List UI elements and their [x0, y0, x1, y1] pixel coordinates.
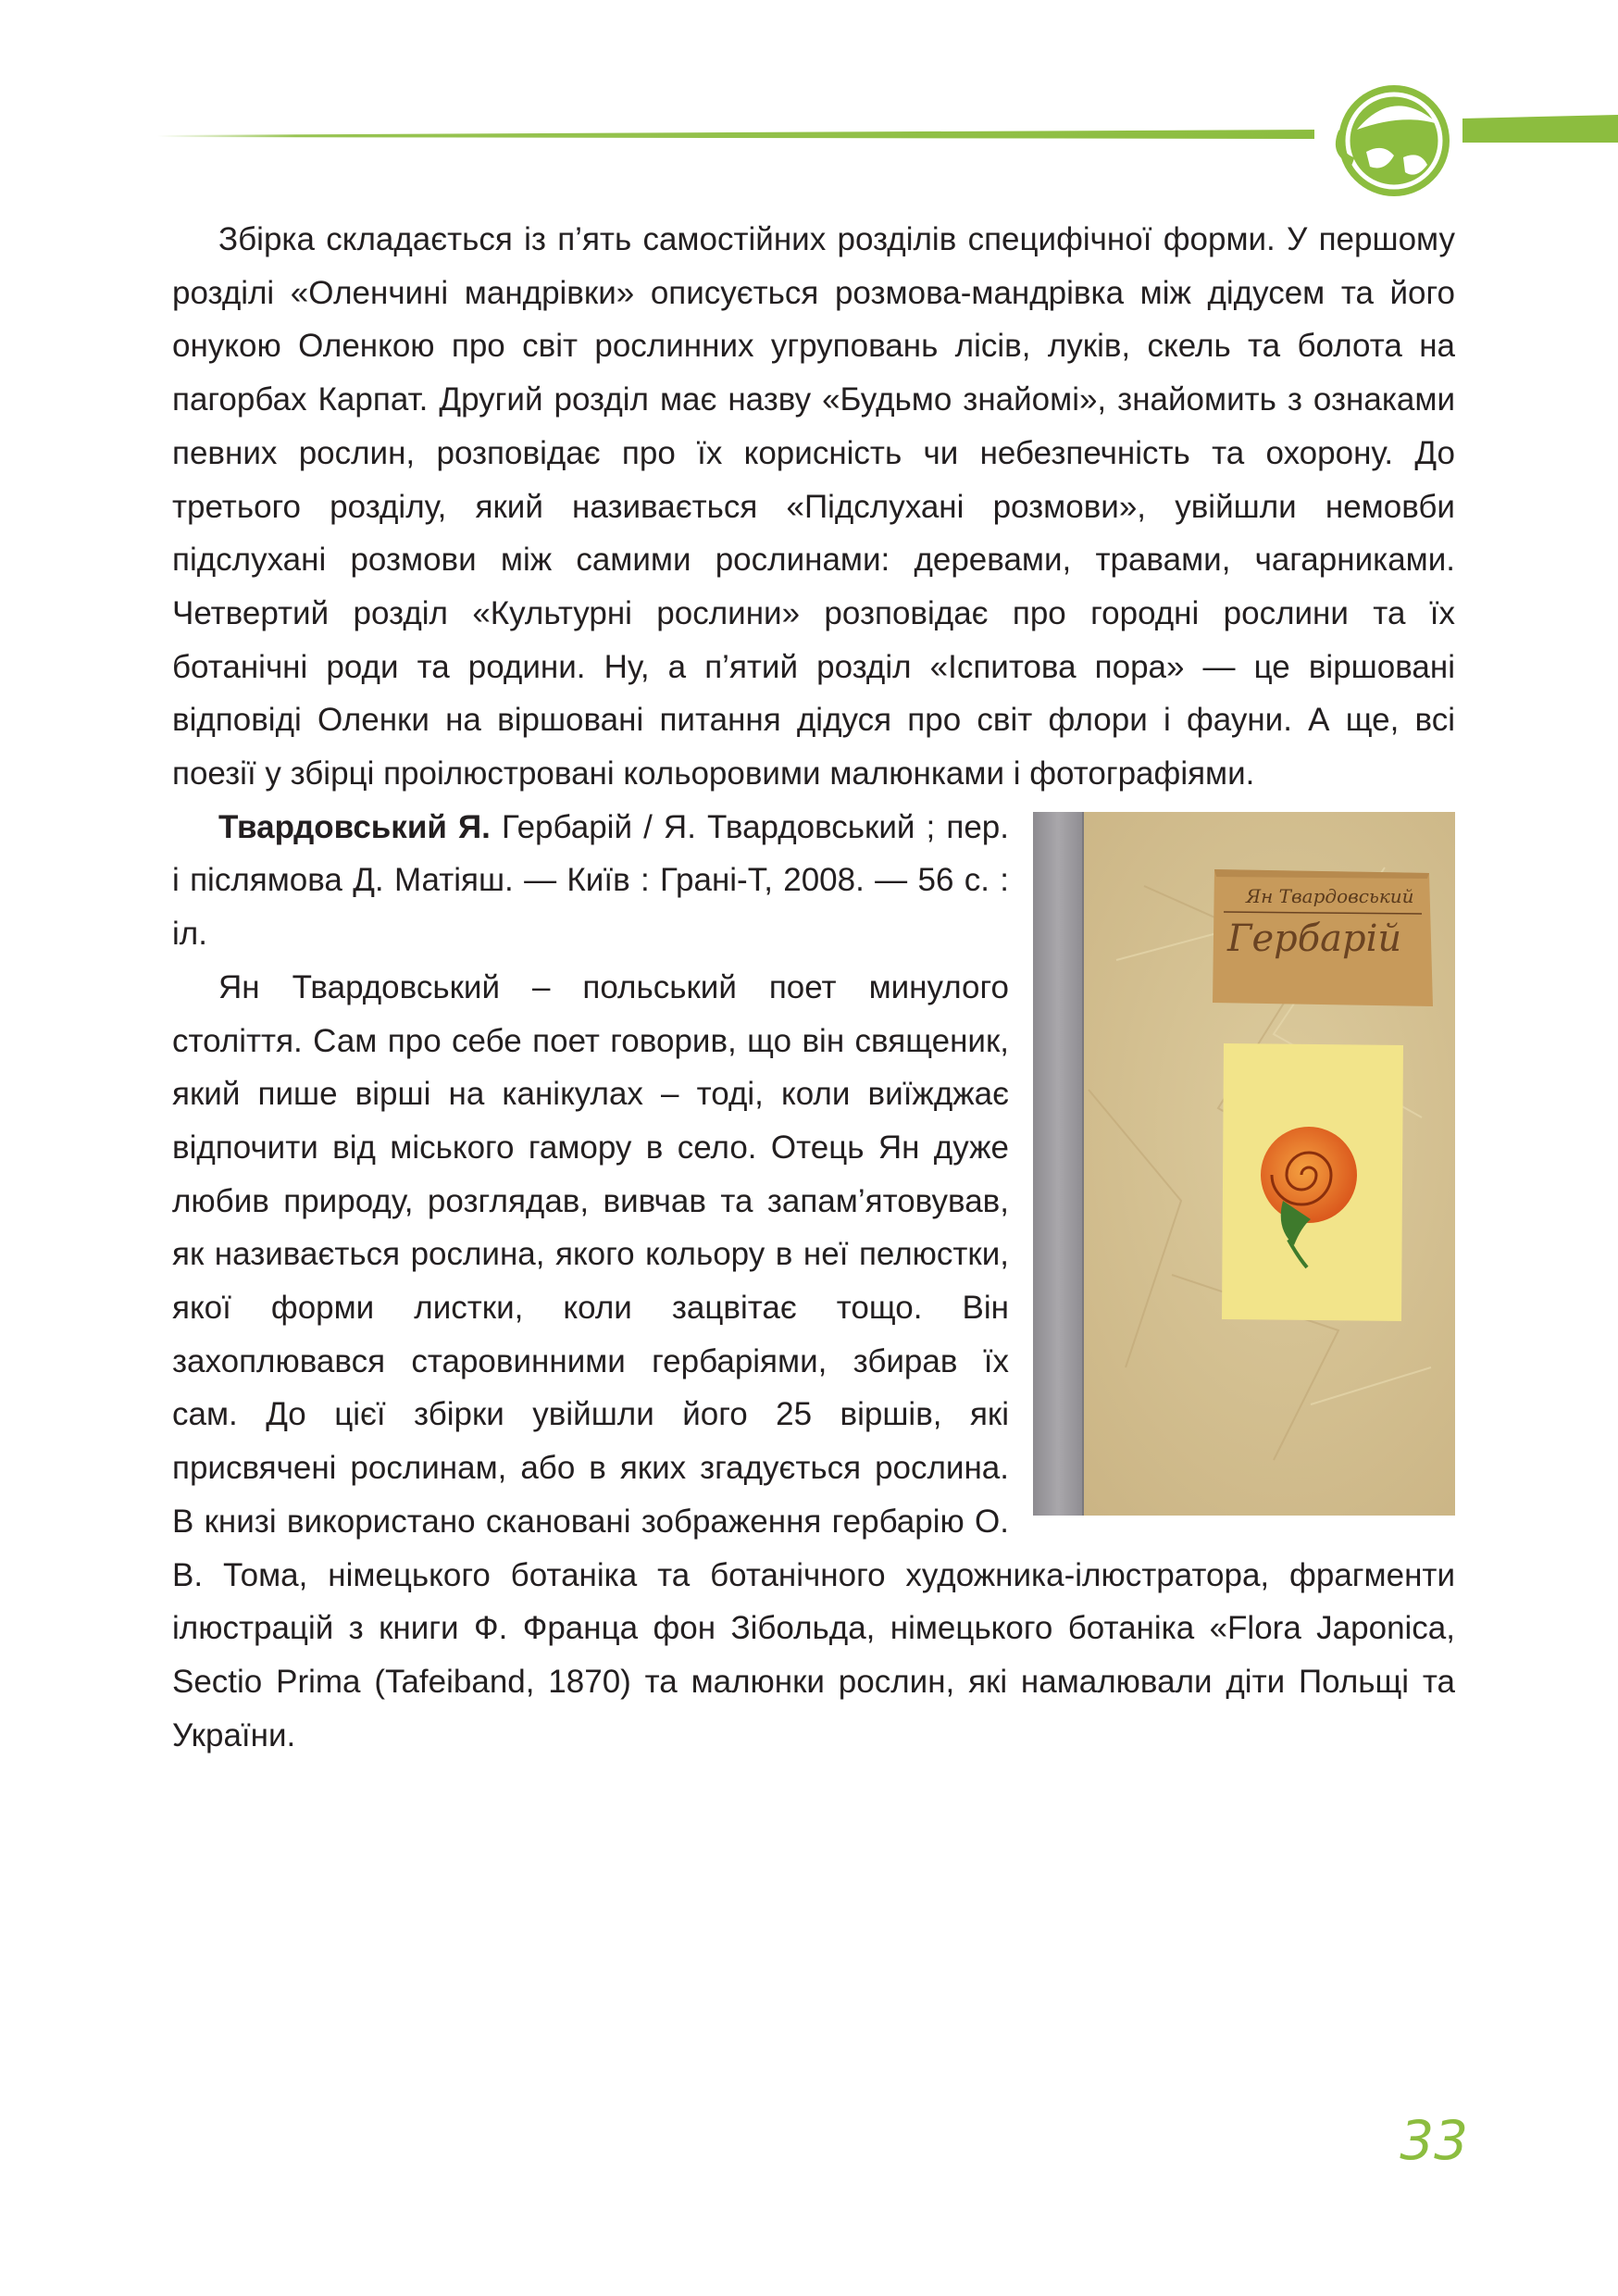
earth-leaf-logo-icon: [1329, 76, 1459, 206]
book-author: Твардовський Я.: [218, 808, 491, 845]
page-number: 33: [1400, 2109, 1468, 2172]
cover-title-label: [1213, 869, 1433, 1006]
cover-flower-card: [1222, 1043, 1403, 1321]
article-body: [172, 213, 1455, 1762]
book-cover-image: [1033, 812, 1455, 1516]
book-citation-details: Гербарій / Я. Твардовський ; пер. і післямова Д. Матіяш. — Київ : Грані-Т, 2008. — 56 с. : іл.: [172, 808, 1009, 953]
book-description: Ян Твардовський – польський поет минулого століття. Сам про себе поет говорив, що він священик, який пише вірші на канікулах – тоді, коли виїжджає відпочити від міського гамору в село. Отець Ян дуже любив природу, розглядав, вивчав та запам’ятовував, як називається рослина, якого кольору в неї пелюстки, якої форми листки, коли зацвітає тощо. Він захоплювався старовинними гербаріями, збирав їх сам. До цієї збірки увійшли його 25 віршів, які присвячені рослинам, або в яких згадується рослина. В книзі використано скановані зображення гербарію О. В. Тома, німецького ботаніка та ботанічного художника-ілюстратора, фрагменти ілюстрацій з книги Ф. Франца фон Зібольда, німецького ботаніка «Flora Japonica, Sectio Prima (Tafeiband, 1870) та малюнки рослин, які намалювали діти Польщі та України.: [172, 968, 1455, 1753]
cover-author-text: Ян Твардовський: [1246, 884, 1414, 907]
cover-title-text: Гербарій: [1227, 917, 1402, 960]
intro-paragraph: Збірка складається із п’ять самостійних розділів специфічної форми. У першому розділі «Оленчині мандрівки» описується розмова-мандрівка між дідусем та його онукою Оленкою про світ рослинних угруповань лісів, луків, скель та болота на пагорбах Карпат. Другий розділ має назву «Будьмо знайомі», знайомить з ознаками певних рослин, розповідає про їх корисність чи небезпечність та охорону. До третього розділу, який називається «Підслухані розмови», увійшли немовби підслухані розмови між самими рослинами: деревами, травами, чагарниками. Четвертий розділ «Культурні рослини» розповідає про городні рослини та їх ботанічні роди та родини. Ну, а п’ятий розділ «Іспитова пора» — це віршовані відповіді Оленки на віршовані питання дідуся про світ флори і фауни. А ще, всі поезії у збірці проілюстровані кольоровими малюнками і фотографіями.: [172, 221, 1455, 792]
